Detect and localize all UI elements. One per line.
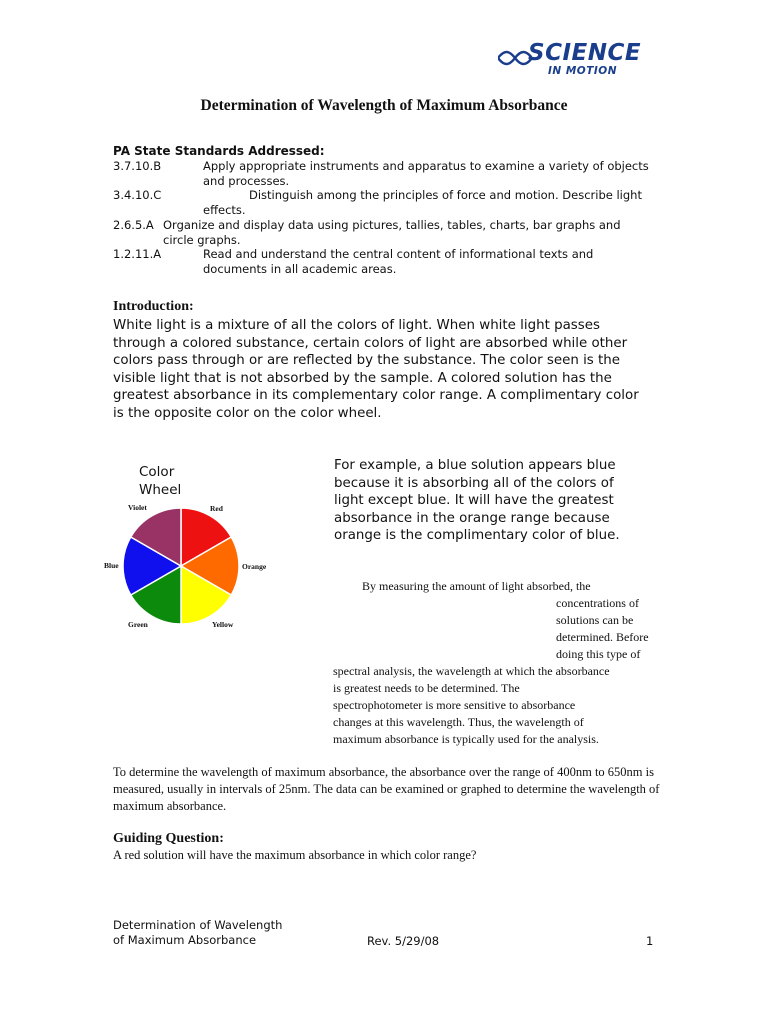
measuring-line: By measuring the amount of light absorbed, the [362,579,591,593]
standard-code: 3.4.10.C [113,188,162,202]
measuring-line: doing this type of [556,647,641,661]
color-wheel [103,498,283,633]
standard-text: Apply appropriate instruments and apparatus to examine a variety of objects and processes. [203,159,649,188]
measuring-line: is greatest needs to be determined. The [333,681,520,695]
measuring-line: changes at this wavelength. Thus, the wavelength of [333,715,584,729]
measuring-line: determined. Before [556,630,649,644]
wheel-label-red: Red [210,504,223,513]
standards-heading: PA State Standards Addressed: [113,144,325,158]
standard-code: 1.2.11.A [113,247,162,261]
dna-helix-icon [498,50,532,66]
standard-text: Organize and display data using pictures, tallies, tables, charts, bar graphs and circle graphs. [163,218,621,247]
footer-title [113,918,343,948]
footer-page-number: 1 [646,934,654,948]
introduction-heading: Introduction: [113,299,194,314]
color-wheel-title: Color Wheel [139,464,182,498]
logo-science-text: SCIENCE [528,40,642,66]
footer-revision: Rev. 5/29/08 [367,934,440,948]
footer-line: Determination of Wavelength [113,918,283,932]
standard-text: Read and understand the central content of informational texts and documents in all academic areas. [203,247,594,276]
wheel-label-orange: Orange [242,562,267,571]
footer-line: of Maximum Absorbance [113,933,257,947]
standard-text: Distinguish among the principles of force and motion. Describe light effects. [203,188,642,217]
wheel-label-violet: Violet [128,503,147,512]
measuring-line: spectrophotometer is more sensitive to absorbance [333,698,576,712]
logo-in-motion-text: IN MOTION [548,65,618,77]
wheel-label-green: Green [128,620,148,629]
wheel-label-yellow: Yellow [212,620,234,629]
measuring-line: spectral analysis, the wavelength at which the absorbance [333,664,610,678]
measuring-line: maximum absorbance is typically used for the analysis. [333,732,599,746]
guiding-question-text: A red solution will have the maximum absorbance in which color range? [113,848,477,862]
example-paragraph: For example, a blue solution appears blue because it is absorbing all of the colors of light except blue. It will have the greatest absorbance in the orange range because orange is the complimentary color of blue. [334,458,620,543]
measuring-line: solutions can be [556,613,634,627]
wheel-label-blue: Blue [104,561,119,570]
science-in-motion-logo [498,40,658,80]
determine-paragraph: To determine the wavelength of maximum absorbance, the absorbance over the range of 400nm to 650nm is measured, usually in intervals of 25nm. The data can be examined or graphed to determine the wavelength of maximum absorbance. [113,765,660,813]
standard-code: 2.6.5.A [113,218,154,232]
measuring-line: concentrations of [556,596,639,610]
guiding-question-heading: Guiding Question: [113,831,224,846]
introduction-text: White light is a mixture of all the colors of light. When white light passes through a colored substance, certain colors of light are absorbed while other colors pass through or are reflected by the substance. The color seen is the visible light that is not absorbed by the sample. A colored solution has the greatest absorbance in its complementary color range. A complimentary color is the opposite color on the color wheel. [113,318,639,421]
standard-code: 3.7.10.B [113,159,162,173]
page-title: Determination of Wavelength of Maximum Absorbance [200,97,568,114]
